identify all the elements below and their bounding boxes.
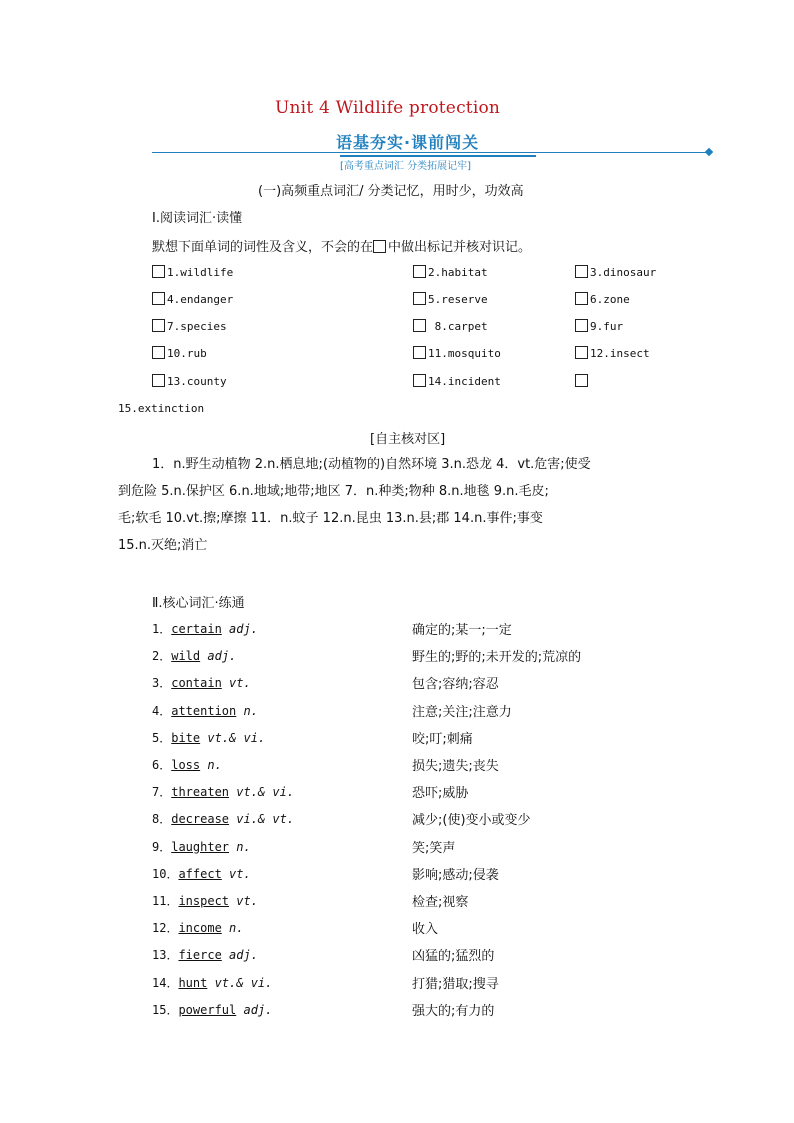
check-item-3[interactable]: 3.dinosaur [575,265,656,279]
instruction [152,236,531,255]
vocab-meaning: 影响;感动;侵袭 [412,868,499,883]
vocab-term [152,919,244,936]
check-item-15[interactable] [575,374,590,388]
section-banner: 语基夯实·课前闯关 [336,133,480,152]
reading-vocab-heading: Ⅰ.阅读词汇·读懂 [152,211,243,226]
vocab-meaning: 笑;笑声 [412,841,456,856]
vocab-pos: adj. [200,649,237,663]
check-item-4[interactable]: 4.endanger [152,292,233,306]
check-item-10[interactable]: 10.rub [152,346,207,360]
check-item-5[interactable]: 5.reserve [413,292,488,306]
vocab-number: 15． [152,1003,179,1017]
vocab-word: fierce [178,948,222,962]
vocab-meaning: 检查;视察 [412,895,469,910]
vocab-number: 5． [152,731,172,745]
answer-line-4: 15.n.灭绝;消亡 [118,538,208,553]
vocab-meaning: 注意;关注;注意力 [412,705,512,720]
vocab-term [152,756,222,773]
vocab-meaning: 咬;叮;刺痛 [412,732,473,747]
vocab-number: 11． [152,894,179,908]
unit-title: Unit 4 Wildlife protection [275,98,501,118]
vocab-meaning: 凶猛的;猛烈的 [412,949,495,964]
vocab-pos: vt.& vi. [200,731,266,745]
checkbox[interactable] [152,265,165,278]
vocab-word: affect [178,867,222,881]
check-item-15-label: 15.extinction [118,402,205,415]
check-item-11[interactable]: 11.mosquito [413,346,501,360]
vocab-term [152,838,251,855]
checkbox[interactable] [575,319,588,332]
vocab-word: hunt [178,976,208,990]
answer-line-2: 到危险 5.n.保护区 6.n.地域;地带;地区 7．n.种类;物种 8.n.地毯 9.n.毛皮; [118,484,549,499]
vocab-word: certain [171,622,222,636]
vocab-number: 3． [152,676,172,690]
vocab-pos: n. [221,921,244,935]
vocab-number: 9． [152,840,172,854]
vocab-term [152,1001,272,1018]
instruction-text-b: 中做出标记并核对识记。 [388,240,532,255]
check-item-13[interactable]: 13.county [152,374,227,388]
vocab-number: 2． [152,649,172,663]
vocab-meaning: 减少;(使)变小或变少 [412,813,531,828]
vocab-pos: vi.& vt. [229,812,295,826]
vocab-term [152,702,258,719]
vocab-pos: n. [236,704,258,718]
vocab-term [152,729,265,746]
instruction-text-a: 默想下面单词的词性及含义，不会的在 [152,240,374,255]
vocab-word: loss [171,758,201,772]
vocab-pos: vt.& vi. [207,976,273,990]
check-item-1[interactable]: 1.wildlife [152,265,233,279]
vocab-pos: vt. [229,894,258,908]
vocab-pos: vt. [221,867,251,881]
vocab-number: 1． [152,622,172,636]
checkbox-icon [373,240,386,253]
checkbox[interactable] [152,319,165,332]
check-item-12[interactable]: 12.insect [575,346,650,360]
checkbox[interactable] [575,346,588,359]
vocab-number: 6． [152,758,172,772]
vocab-number: 10． [152,867,179,881]
vocab-number: 12． [152,921,179,935]
vocab-word: laughter [171,840,230,854]
answer-line-3: 毛;软毛 10.vt.擦;摩擦 11．n.蚊子 12.n.昆虫 13.n.县;郡 14.n.事件;事变 [118,511,543,526]
vocab-pos: adj. [236,1003,273,1017]
check-item-8[interactable]: 8.carpet [413,319,488,333]
vocab-term [152,810,294,827]
checkbox[interactable] [413,265,426,278]
vocab-pos: adj. [221,622,258,636]
part1-heading: (一)高频重点词汇/ 分类记忆，用时少，功效高 [258,184,524,199]
vocab-meaning: 强大的;有力的 [412,1004,495,1019]
check-item-6[interactable]: 6.zone [575,292,630,306]
vocab-number: 14． [152,976,179,990]
checkbox[interactable] [575,265,588,278]
checkbox[interactable] [413,292,426,305]
vocab-term [152,674,251,691]
vocab-word: income [178,921,222,935]
vocab-term [152,783,294,800]
core-vocab-heading: Ⅱ.核心词汇·练通 [152,596,245,611]
vocab-term [152,647,236,664]
vocab-meaning: 恐吓;威胁 [412,786,469,801]
vocab-meaning: 损失;遗失;丧失 [412,759,499,774]
banner-rule [152,152,712,153]
checkbox[interactable] [152,374,165,387]
vocab-pos: vt. [221,676,251,690]
vocab-number: 4． [152,704,172,718]
check-item-14[interactable]: 14.incident [413,374,501,388]
vocab-pos: n. [229,840,251,854]
vocab-term [152,946,258,963]
vocab-term [152,974,272,991]
vocab-pos: vt.& vi. [229,785,295,799]
checkbox[interactable] [575,374,588,387]
vocab-number: 13． [152,948,179,962]
vocab-term [152,865,251,882]
vocab-meaning: 野生的;野的;未开发的;荒凉的 [412,650,582,665]
checkbox[interactable] [575,292,588,305]
checkbox[interactable] [413,374,426,387]
check-item-2[interactable]: 2.habitat [413,265,488,279]
check-item-7[interactable]: 7.species [152,319,227,333]
vocab-meaning: 确定的;某一;一定 [412,623,512,638]
checkbox[interactable] [152,346,165,359]
vocab-number: 8． [152,812,172,826]
vocab-word: inspect [178,894,230,908]
checkbox[interactable] [413,346,426,359]
vocab-word: decrease [171,812,230,826]
vocab-meaning: 包含;容纳;容忍 [412,677,499,692]
vocab-number: 7． [152,785,172,799]
checkbox[interactable] [413,319,426,332]
vocab-meaning: 收入 [412,922,439,937]
vocab-word: threaten [171,785,230,799]
vocab-word: wild [171,649,201,663]
vocab-term [152,892,258,909]
check-item-9[interactable]: 9.fur [575,319,623,333]
answer-line-1: 1．n.野生动植物 2.n.栖息地;(动植物的)自然环境 3.n.恐龙 4．vt.危害;使受 [152,457,591,472]
vocab-pos: adj. [221,948,258,962]
section-subbanner: [高考重点词汇 分类拓展记牢] [340,161,471,172]
vocab-pos: n. [200,758,222,772]
vocab-word: bite [171,731,201,745]
banner-rule-end [705,148,713,156]
vocab-word: contain [171,676,222,690]
vocab-term [152,620,258,637]
checkbox[interactable] [152,292,165,305]
vocab-word: powerful [178,1003,237,1017]
vocab-meaning: 打猎;猎取;搜寻 [412,977,499,992]
vocab-word: attention [171,704,237,718]
self-check-heading: [自主核对区] [370,432,446,447]
